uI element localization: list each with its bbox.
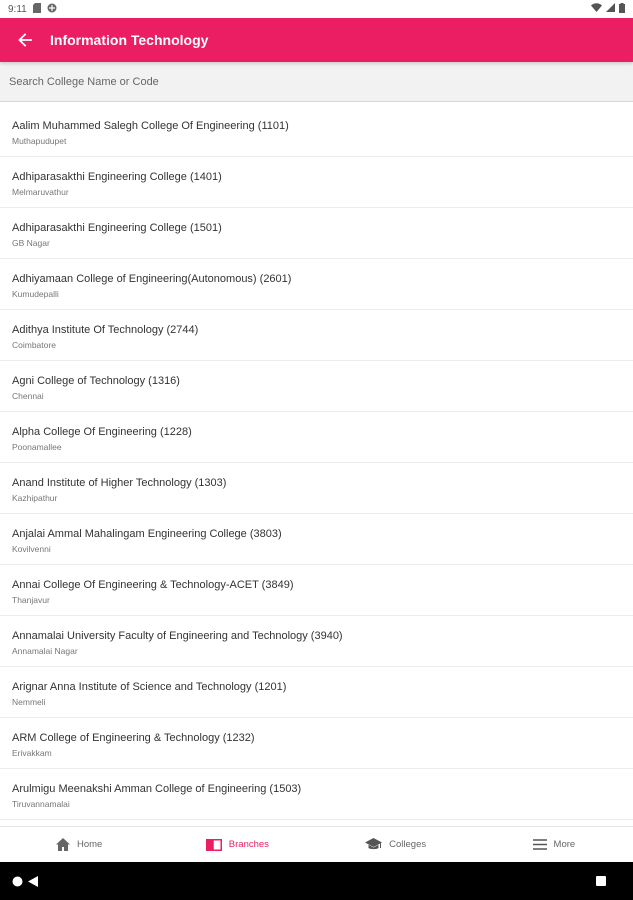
college-name: Adhiparasakthi Engineering College (1401) — [12, 171, 222, 183]
list-item[interactable] — [0, 412, 633, 463]
list-item[interactable] — [0, 718, 633, 769]
arrow-back-icon — [18, 33, 32, 47]
college-name: Agni College of Technology (1316) — [12, 375, 180, 387]
list-item[interactable] — [0, 106, 633, 157]
nav-more[interactable] — [475, 827, 633, 862]
college-location: GB Nagar — [12, 238, 50, 248]
college-location: Thanjavur — [12, 595, 50, 605]
college-name: Alpha College Of Engineering (1228) — [12, 426, 192, 438]
college-name: Adithya Institute Of Technology (2744) — [12, 324, 199, 336]
list-item[interactable] — [0, 259, 633, 310]
list-item[interactable] — [0, 616, 633, 667]
college-location: Melmaruvathur — [12, 187, 69, 197]
college-location: Tiruvannamalai — [12, 799, 70, 809]
college-list — [0, 106, 633, 826]
college-name: ARM College of Engineering & Technology (1232) — [12, 732, 255, 744]
college-location: Coimbatore — [12, 340, 56, 350]
branches-icon — [206, 839, 222, 851]
college-name: Adhiyamaan College of Engineering(Autonomous) (2601) — [12, 273, 292, 285]
college-name: Adhiparasakthi Engineering College (1501) — [12, 222, 222, 234]
college-name: Anand Institute of Higher Technology (1303) — [12, 477, 227, 489]
system-recents-icon[interactable] — [596, 876, 606, 886]
college-name: Anjalai Ammal Mahalingam Engineering College (3803) — [12, 528, 282, 540]
search-bar — [0, 62, 633, 102]
list-item[interactable] — [0, 667, 633, 718]
college-name: Annai College Of Engineering & Technology-ACET (3849) — [12, 579, 294, 591]
college-location: Kazhipathur — [12, 493, 58, 503]
nav-branches[interactable] — [158, 827, 316, 862]
college-name: Annamalai University Faculty of Engineering and Technology (3940) — [12, 630, 343, 642]
bottom-nav — [0, 826, 633, 862]
list-item[interactable] — [0, 208, 633, 259]
menu-icon — [533, 839, 547, 850]
college-location: Nemmeli — [12, 697, 46, 707]
nav-colleges[interactable] — [317, 827, 475, 862]
list-item[interactable] — [0, 565, 633, 616]
college-name: Aalim Muhammed Salegh College Of Engineering (1101) — [12, 120, 289, 132]
list-item[interactable] — [0, 361, 633, 412]
sd-card-icon — [33, 3, 41, 16]
graduation-cap-icon — [365, 838, 382, 851]
status-time: 9:11 — [8, 3, 27, 15]
search-input[interactable] — [9, 76, 624, 88]
system-home-icon[interactable] — [12, 876, 23, 887]
college-location: Chennai — [12, 391, 44, 401]
list-item[interactable] — [0, 769, 633, 820]
nav-branches-label: Branches — [228, 839, 269, 850]
wifi-icon — [591, 3, 602, 15]
nav-home-label: Home — [76, 839, 103, 850]
data-saver-icon — [47, 3, 57, 16]
list-item[interactable] — [0, 463, 633, 514]
nav-home[interactable] — [0, 827, 158, 862]
list-item[interactable] — [0, 514, 633, 565]
college-location: Annamalai Nagar — [12, 646, 78, 656]
college-name: Arignar Anna Institute of Science and Technology (1201) — [12, 681, 287, 693]
college-location: Muthapudupet — [12, 136, 67, 146]
college-location: Poonamallee — [12, 442, 62, 452]
list-item[interactable] — [0, 310, 633, 361]
system-nav-bar — [0, 862, 633, 900]
list-item[interactable] — [0, 157, 633, 208]
status-bar — [0, 0, 633, 18]
college-name: Arulmigu Meenakshi Amman College of Engineering (1503) — [12, 783, 302, 795]
battery-icon — [619, 3, 625, 16]
status-left — [8, 3, 57, 16]
nav-colleges-label: Colleges — [389, 839, 427, 850]
system-back-icon[interactable] — [28, 876, 38, 887]
nav-more-label: More — [553, 839, 576, 850]
status-right — [591, 3, 625, 16]
signal-icon — [606, 3, 615, 15]
app-bar — [0, 18, 633, 62]
back-button[interactable] — [0, 18, 50, 62]
page-title: Information Technology — [50, 32, 209, 48]
college-location: Kovilvenni — [12, 544, 51, 554]
home-icon — [56, 838, 70, 851]
college-location: Erivakkam — [12, 748, 52, 758]
college-location: Kumudepalli — [12, 289, 59, 299]
